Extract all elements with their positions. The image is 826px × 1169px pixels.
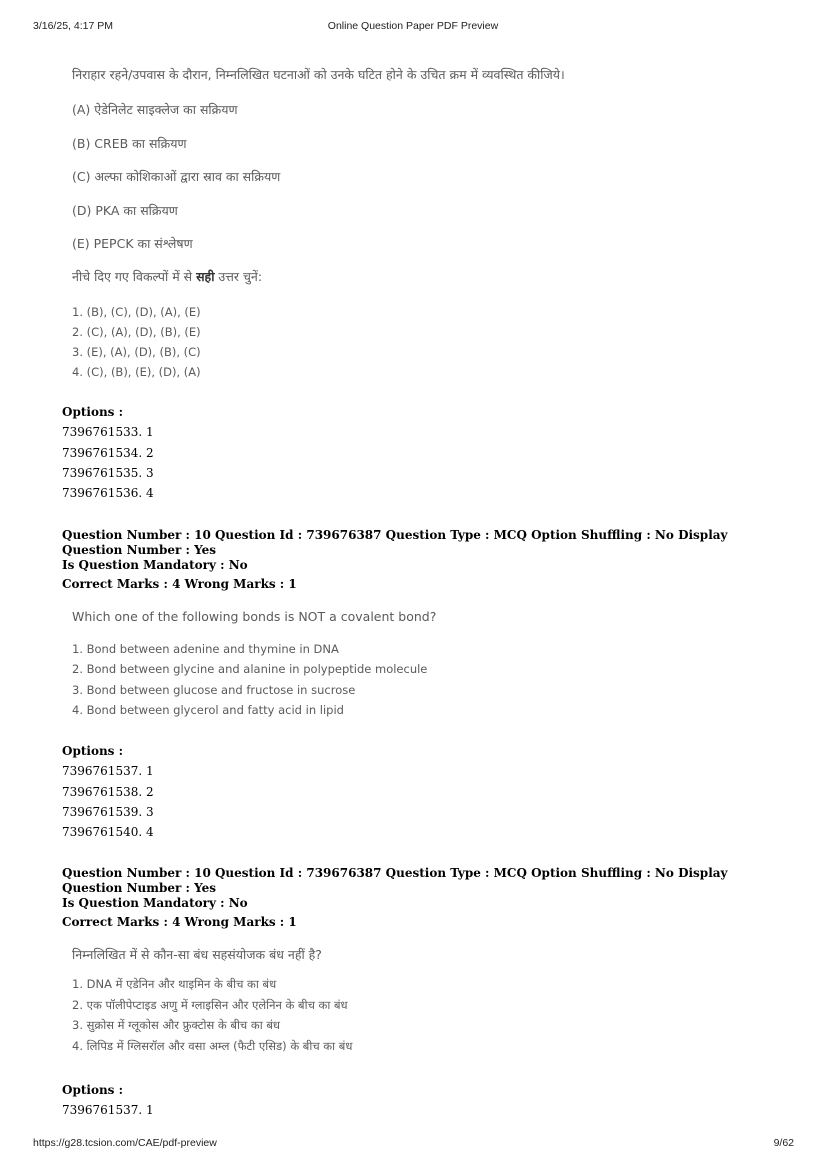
option-id-4: 7396761540. 4 <box>62 825 154 839</box>
question-stem: Which one of the following bonds is NOT a covalent bond? <box>72 609 437 624</box>
question-stem: निराहार रहने/उपवास के दौरान, निम्नलिखित घटनाओं को उनके घटित होने के उचित क्रम में व्यवस्थित कीजिये। <box>72 67 565 82</box>
page-url: https://g28.tcsion.com/CAE/pdf-preview <box>33 1137 217 1149</box>
choice-2: 2. Bond between glycine and alanine in polypeptide molecule <box>72 662 428 676</box>
statement-c: (C) अल्फा कोशिकाओं द्वारा स्राव का सक्रियण <box>72 169 281 184</box>
options-label: Options : <box>62 1083 124 1097</box>
page-title: Online Question Paper PDF Preview <box>327 20 499 32</box>
option-id-1: 7396761537. 1 <box>62 764 154 778</box>
choice-2: 2. एक पॉलीपेप्टाइड अणु में ग्लाइसिन और एलेनिन के बीच का बंध <box>72 998 348 1012</box>
option-id-3: 7396761535. 3 <box>62 466 154 480</box>
choice-1: 1. (B), (C), (D), (A), (E) <box>72 305 201 319</box>
choice-1: 1. DNA में एडेनिन और थाइमिन के बीच का बंध <box>72 977 277 991</box>
statement-d: (D) PKA का सक्रियण <box>72 203 178 218</box>
meta-line-2: Is Question Mandatory : No <box>62 896 248 910</box>
option-id-1: 7396761533. 1 <box>62 425 154 439</box>
statement-e: (E) PEPCK का संश्लेषण <box>72 236 193 251</box>
meta-line-1: Question Number : 10 Question Id : 739676387 Question Type : MCQ Option Shuffling : No Display Question Number : Yes <box>62 528 728 557</box>
statement-b: (B) CREB का सक्रियण <box>72 136 187 151</box>
statement-a: (A) ऐडेनिलेट साइक्लेज का सक्रियण <box>72 102 238 117</box>
choice-4: 4. लिपिड में ग्लिसरॉल और वसा अम्ल (फैटी एसिड) के बीच का बंध <box>72 1039 353 1053</box>
option-id-4: 7396761536. 4 <box>62 486 154 500</box>
page-number: 9/62 <box>773 1137 794 1149</box>
marks-line: Correct Marks : 4 Wrong Marks : 1 <box>62 915 297 929</box>
instruction <box>72 268 262 285</box>
marks-line: Correct Marks : 4 Wrong Marks : 1 <box>62 577 297 591</box>
choice-2: 2. (C), (A), (D), (B), (E) <box>72 325 201 339</box>
browser-print-footer <box>0 1137 826 1153</box>
instruction-bold: सही <box>196 269 215 284</box>
choice-3: 3. Bond between glucose and fructose in sucrose <box>72 683 356 697</box>
option-id-2: 7396761538. 2 <box>62 785 154 799</box>
option-id-3: 7396761539. 3 <box>62 805 154 819</box>
options-label: Options : <box>62 405 124 419</box>
choice-4: 4. Bond between glycerol and fatty acid in lipid <box>72 703 344 717</box>
instruction-after: उत्तर चुनें: <box>214 269 263 284</box>
options-label: Options : <box>62 744 124 758</box>
meta-line-2: Is Question Mandatory : No <box>62 558 248 572</box>
browser-print-header <box>0 20 826 36</box>
question-stem: निम्नलिखित में से कौन-सा बंध सहसंयोजक बंध नहीं है? <box>72 947 322 962</box>
choice-3: 3. (E), (A), (D), (B), (C) <box>72 345 201 359</box>
choice-4: 4. (C), (B), (E), (D), (A) <box>72 365 201 379</box>
option-id-2: 7396761534. 2 <box>62 446 154 460</box>
choice-3: 3. सुक्रोस में ग्लूकोस और फ्रुक्टोस के बीच का बंध <box>72 1018 280 1032</box>
question-10-hindi-meta <box>62 866 782 930</box>
choice-1: 1. Bond between adenine and thymine in DNA <box>72 642 339 656</box>
meta-line-1: Question Number : 10 Question Id : 739676387 Question Type : MCQ Option Shuffling : No Display Question Number : Yes <box>62 866 728 895</box>
option-id-1: 7396761537. 1 <box>62 1103 154 1117</box>
question-10-meta <box>62 528 782 592</box>
instruction-before: नीचे दिए गए विकल्पों में से <box>72 269 197 284</box>
print-datetime: 3/16/25, 4:17 PM <box>33 20 113 32</box>
